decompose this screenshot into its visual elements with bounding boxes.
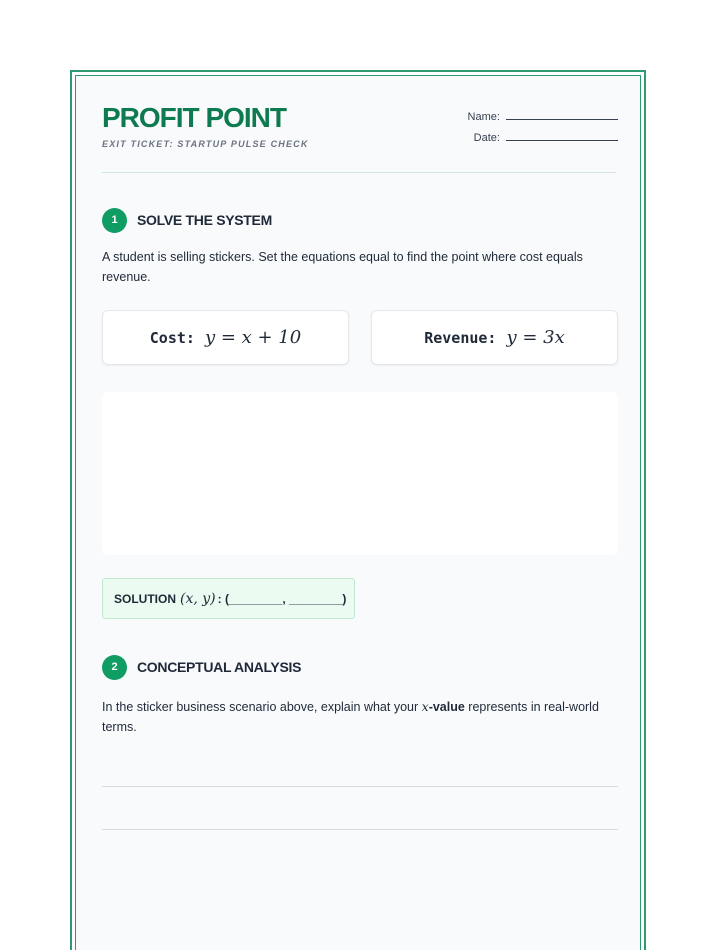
prompt-variable: x [421,699,429,714]
prompt-text-end: represents in real-world terms. [102,700,599,734]
header [102,100,618,172]
cost-equation-card [102,310,349,365]
page-subtitle: EXIT TICKET: STARTUP PULSE CHECK [102,139,309,149]
revenue-equation-card [371,310,618,365]
solution-vars: (x, y) [180,590,216,607]
prompt-bold-text: -value [428,700,465,714]
date-field[interactable] [506,140,618,141]
section-2-prompt [102,697,618,737]
cost-label: Cost: [149,328,195,347]
prompt-text-start: In the sticker business scenario above, explain what your [102,700,422,714]
section-1-title: SOLVE THE SYSTEM [137,212,272,228]
date-label: Date: [473,132,500,144]
section-2-badge: 2 [102,655,127,680]
name-label: Name: [467,111,500,123]
section-1-instructions: A student is selling stickers. Set the equations equal to find the point where cost equals revenue. [102,250,583,284]
section-2-header [102,654,301,680]
date-row [468,131,618,152]
name-row [468,110,618,131]
answer-line-1[interactable] [102,786,618,787]
revenue-equation: y = 3x [506,327,565,348]
revenue-label: Revenue: [424,328,497,347]
answer-line-2[interactable] [102,829,618,830]
solution-box[interactable] [102,578,355,619]
name-field[interactable] [506,119,618,120]
cost-equation: y = x + 10 [204,327,302,348]
solution-label: SOLUTION [114,591,176,606]
header-divider [102,172,616,173]
section-1-header [102,207,272,233]
page-title: PROFIT POINT [102,102,286,133]
work-area[interactable] [102,392,618,555]
section-1-badge: 1 [102,208,127,233]
section-2-title: CONCEPTUAL ANALYSIS [137,659,302,675]
student-info [468,110,618,152]
solution-blank: : (________, ________) [217,591,347,606]
